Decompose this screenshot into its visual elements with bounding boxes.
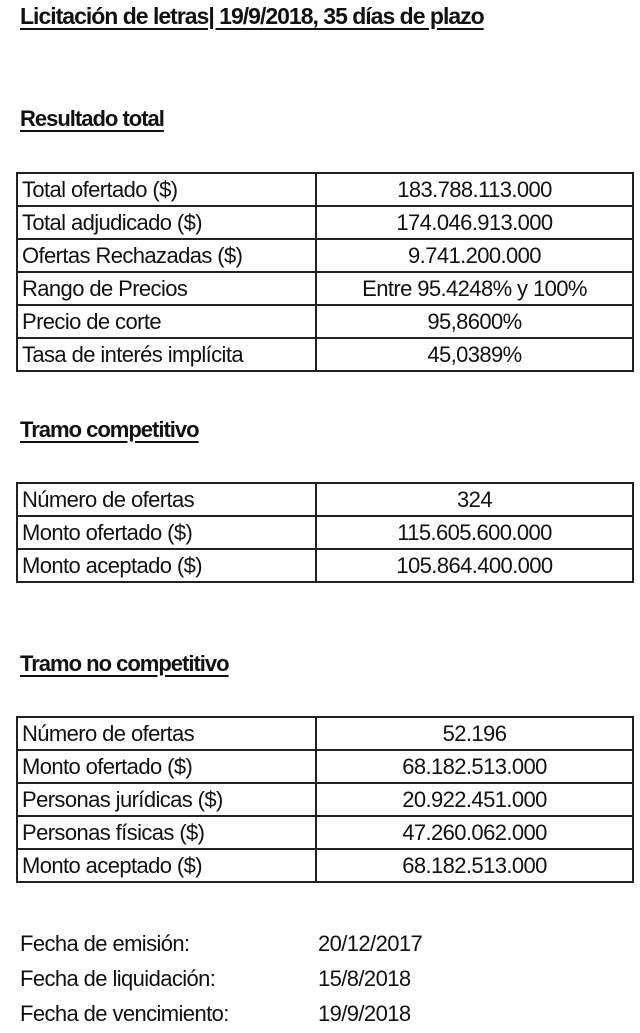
table-row [17, 239, 633, 272]
dates-block [20, 926, 620, 1031]
table-row [17, 849, 633, 882]
row-value: 105.864.400.000 [316, 549, 633, 582]
row-value: 68.182.513.000 [316, 849, 633, 882]
row-value: 47.260.062.000 [316, 816, 633, 849]
date-label: Fecha de vencimiento: [20, 1001, 229, 1026]
date-value: 20/12/2017 [318, 931, 423, 956]
date-value: 19/9/2018 [318, 1001, 411, 1026]
row-value: 52.196 [316, 717, 633, 750]
row-label: Personas jurídicas ($) [17, 783, 316, 816]
resultado-total-table [16, 172, 634, 372]
table-row [17, 338, 633, 371]
date-row-liquidacion [20, 961, 620, 996]
table-row [17, 816, 633, 849]
table-row [17, 272, 633, 305]
row-label: Rango de Precios [17, 272, 316, 305]
row-value: 174.046.913.000 [316, 206, 633, 239]
tramo-competitivo-table [16, 482, 634, 583]
section-title-tramo-competitivo: Tramo competitivo [20, 417, 199, 442]
table-row [17, 483, 633, 516]
row-label: Número de ofertas [17, 483, 316, 516]
page-title: Licitación de letras| 19/9/2018, 35 días de plazo [20, 3, 484, 29]
row-label: Precio de corte [17, 305, 316, 338]
row-label: Tasa de interés implícita [17, 338, 316, 371]
row-label: Ofertas Rechazadas ($) [17, 239, 316, 272]
row-value: 183.788.113.000 [316, 173, 633, 206]
row-label: Personas físicas ($) [17, 816, 316, 849]
table-row [17, 206, 633, 239]
table-row [17, 516, 633, 549]
date-row-vencimiento [20, 996, 620, 1031]
date-value: 15/8/2018 [318, 966, 411, 991]
table-row [17, 717, 633, 750]
row-value: 20.922.451.000 [316, 783, 633, 816]
row-value: 324 [316, 483, 633, 516]
row-value: 45,0389% [316, 338, 633, 371]
section-title-resultado-total: Resultado total [20, 106, 164, 131]
date-label: Fecha de emisión: [20, 931, 190, 956]
row-label: Monto aceptado ($) [17, 549, 316, 582]
date-row-emision [20, 926, 620, 961]
table-row [17, 549, 633, 582]
row-label: Monto ofertado ($) [17, 516, 316, 549]
section-title-tramo-no-competitivo: Tramo no competitivo [20, 651, 229, 676]
row-value: 68.182.513.000 [316, 750, 633, 783]
row-label: Monto ofertado ($) [17, 750, 316, 783]
table-row [17, 173, 633, 206]
row-value: 115.605.600.000 [316, 516, 633, 549]
row-label: Total ofertado ($) [17, 173, 316, 206]
table-row [17, 305, 633, 338]
tramo-no-competitivo-table [16, 716, 634, 883]
table-row [17, 750, 633, 783]
row-value: Entre 95.4248% y 100% [316, 272, 633, 305]
row-label: Total adjudicado ($) [17, 206, 316, 239]
row-value: 9.741.200.000 [316, 239, 633, 272]
row-label: Monto aceptado ($) [17, 849, 316, 882]
row-value: 95,8600% [316, 305, 633, 338]
table-row [17, 783, 633, 816]
row-label: Número de ofertas [17, 717, 316, 750]
date-label: Fecha de liquidación: [20, 966, 216, 991]
